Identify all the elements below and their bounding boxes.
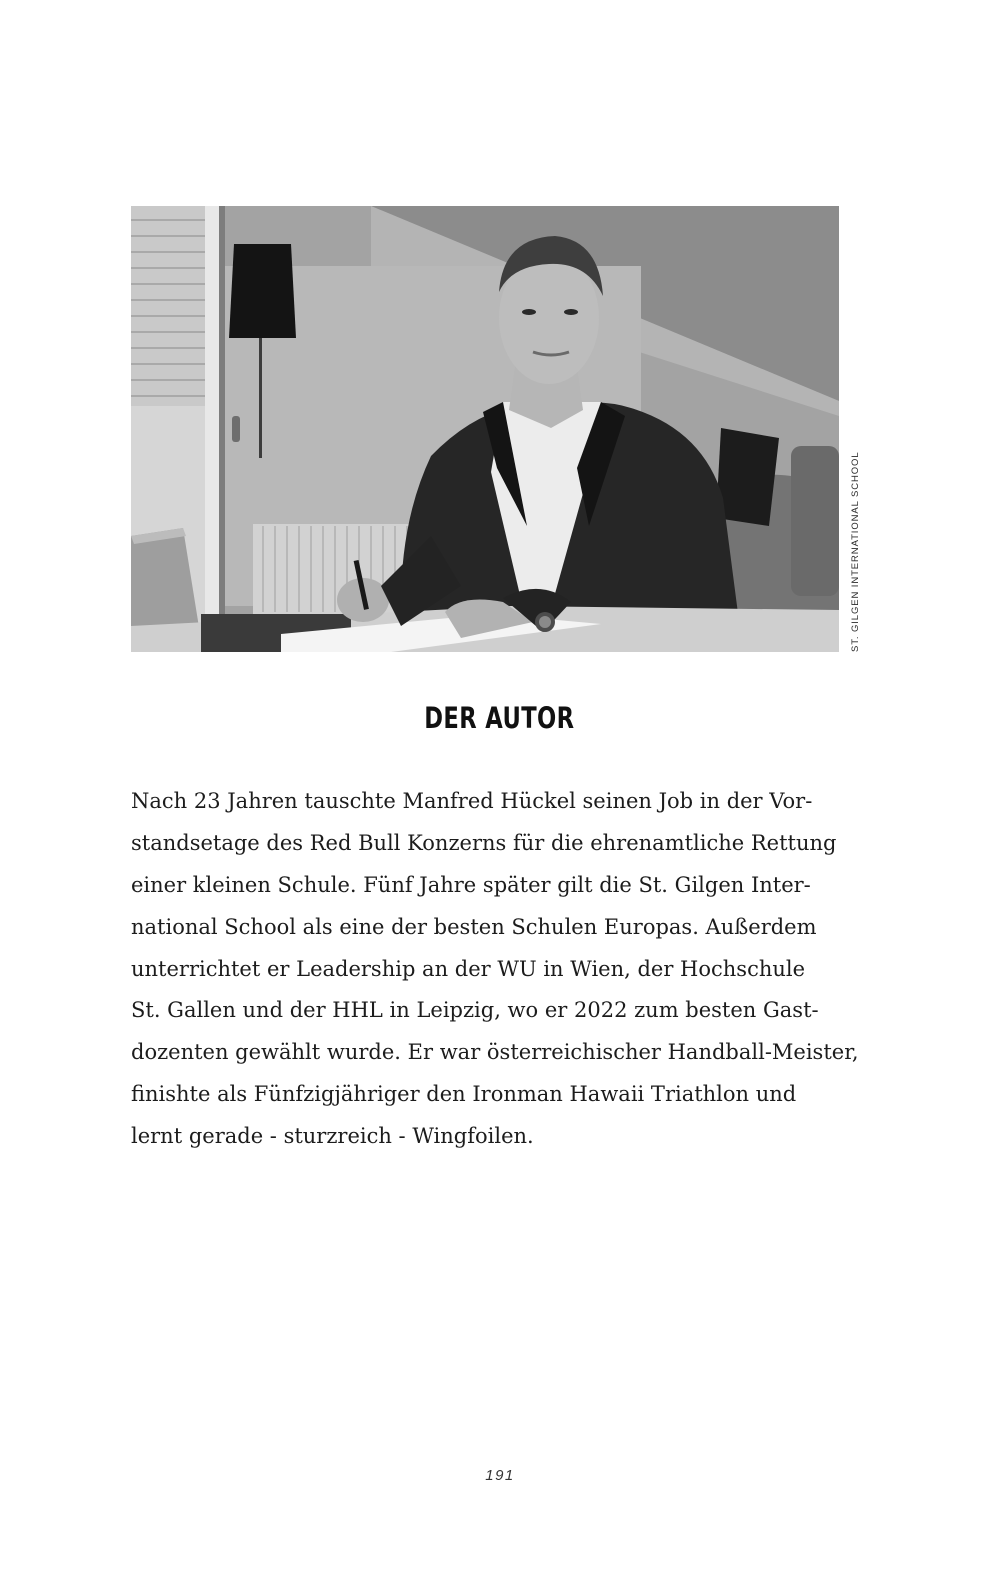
bio-line: finishte als Fünfzigjähriger den Ironman Hawaii Triathlon und [131,1082,797,1107]
bio-line: national School als eine der besten Schulen Europas. Außerdem [131,914,817,939]
author-biography [131,781,891,1158]
page-number: 191 [485,1467,515,1484]
bio-line: St. Gallen und der HHL in Leipzig, wo er 2022 zum besten Gast- [131,998,819,1023]
author-photo-illustration [131,206,839,652]
bio-line: Nach 23 Jahren tauschte Manfred Hückel seinen Job in der Vor- [131,789,813,813]
author-photo [131,206,839,652]
bio-line: dozenten gewählt wurde. Er war österreichischer Handball-Meister, [131,1040,859,1065]
section-heading: DER AUTOR [424,701,575,735]
bio-line: einer kleinen Schule. Fünf Jahre später gilt die St. Gilgen Inter- [131,872,811,897]
photo-credit: ST. GILGEN INTERNATIONAL SCHOOL [850,451,861,652]
bio-line: lernt gerade - sturzreich - Wingfoilen. [131,1124,534,1149]
bio-line: unterrichtet er Leadership an der WU in Wien, der Hochschule [131,956,806,981]
bio-line: standsetage des Red Bull Konzerns für die ehrenamtliche Rettung [131,830,837,855]
